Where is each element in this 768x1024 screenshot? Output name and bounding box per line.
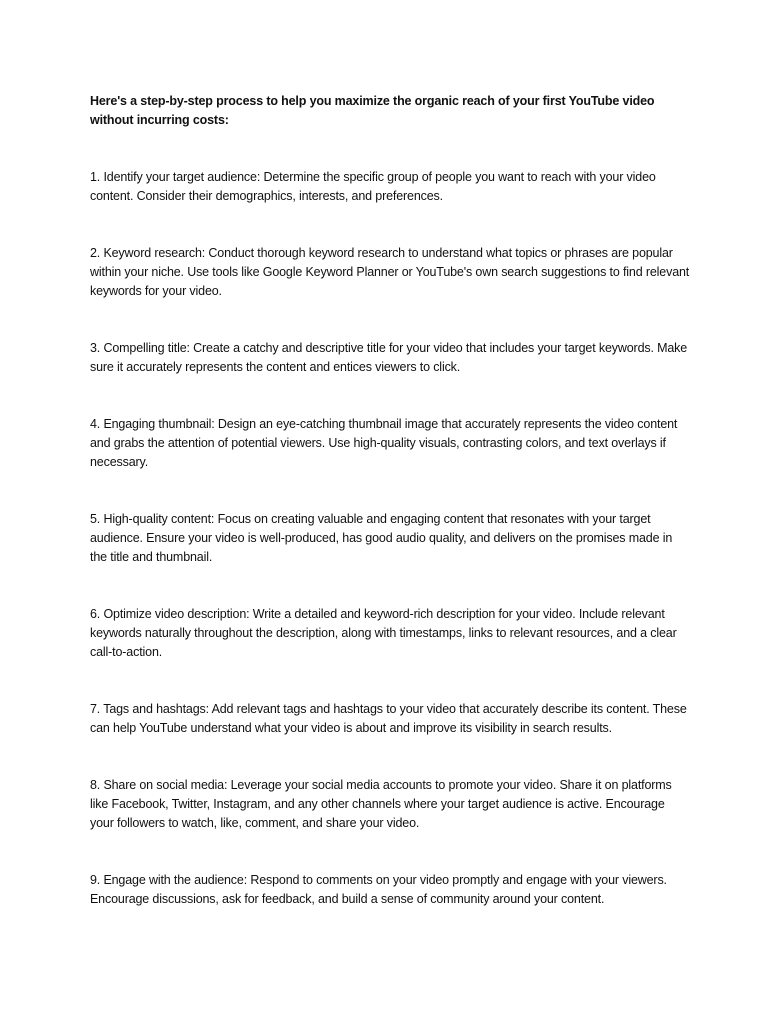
list-item-2: 2. Keyword research: Conduct thorough keyword research to understand what topics or phrases are popular within your niche. Use tools like Google Keyword Planner or YouTube's own search suggestions to find relevant keywords for your video. — [90, 246, 690, 298]
list-item-9: 9. Engage with the audience: Respond to comments on your video promptly and engage with your viewers. Encourage discussions, ask for feedback, and build a sense of community around your content. — [90, 873, 667, 906]
list-item-7: 7. Tags and hashtags: Add relevant tags and hashtags to your video that accurately describe its content. These can help YouTube understand what your video is about and improve its visibility in search results. — [90, 702, 687, 735]
list-item-1: 1. Identify your target audience: Determine the specific group of people you want to reach with your video content. Consider their demographics, interests, and preferences. — [90, 170, 656, 203]
list-item-3: 3. Compelling title: Create a catchy and descriptive title for your video that includes your target keywords. Make sure it accurately represents the content and entices viewers to click. — [90, 341, 688, 374]
list-item-8: 8. Share on social media: Leverage your social media accounts to promote your video. Share it on platforms like Facebook, Twitter, Instagram, and any other channels where your target audience is active. Encourage your followers to watch, like, comment, and share your video. — [90, 778, 672, 830]
intro-paragraph: Here's a step-by-step process to help you maximize the organic reach of your first YouTube video without incurring costs: — [90, 94, 655, 127]
list-item-4: 4. Engaging thumbnail: Design an eye-catching thumbnail image that accurately represents the video content and grabs the attention of potential viewers. Use high-quality visuals, contrasting colors, and text overlays if necessary. — [90, 417, 678, 469]
document-body — [90, 92, 690, 909]
list-item-5: 5. High-quality content: Focus on creating valuable and engaging content that resonates with your target audience. Ensure your video is well-produced, has good audio quality, and delivers on the promises made in the title and thumbnail. — [90, 512, 673, 564]
list-item-6: 6. Optimize video description: Write a detailed and keyword-rich description for your video. Include relevant keywords naturally throughout the description, along with timestamps, links to relevant resources, and a clear call-to-action. — [90, 607, 677, 659]
